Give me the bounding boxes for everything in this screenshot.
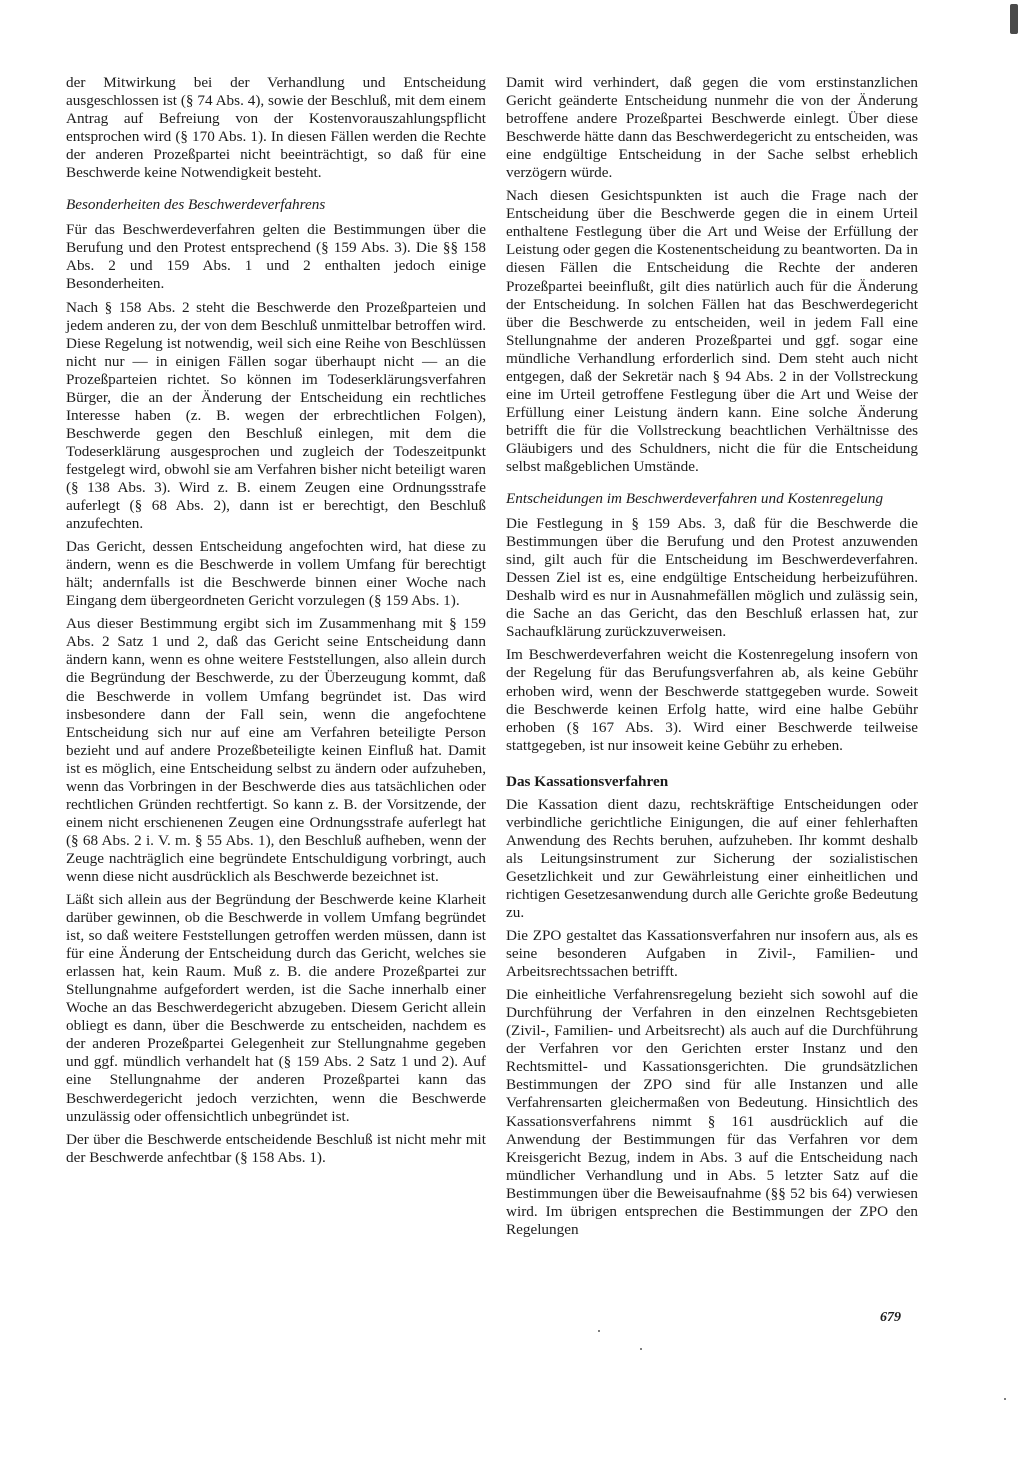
scan-artifact	[1010, 4, 1018, 34]
body-paragraph: der Mitwirkung bei der Verhandlung und Entscheidung ausgeschlossen ist (§ 74 Abs. 4), sowie der Beschluß, mit dem einem Antrag auf Befreiung von der Kostenvorauszahlungspflicht entsprochen wird (§ 170 Abs. 1). In diesen Fällen werden die Rechte der anderen Prozeßpartei nicht beeinträchtigt, so daß für eine Beschwerde keine Notwendigkeit besteht.	[66, 74, 486, 182]
body-paragraph: Nach diesen Gesichtspunkten ist auch die Frage nach der Entscheidung über die Beschwerde gegen die in einem Urteil enthaltene Festlegung über die Art und Weise der Erfüllung der Leistung oder gegen die Kostenentscheidung zu beantworten. Da in diesen Fällen die Entscheidung die Rechte der anderen Prozeßpartei beeinflußt, gilt dies natürlich auch für die Änderung der Entscheidung. In solchen Fällen hat das Beschwerdegericht über die Beschwerde zu entscheiden, weil in jedem Fall eine Stellungnahme der anderen Prozeßpartei und ggf. sogar eine mündliche Verhandlung erforderlich sind. Dem steht auch nicht entgegen, daß der Sekretär nach § 94 Abs. 2 in der Vollstreckung eine im Urteil getroffene Festlegung über die Art und Weise der Erfüllung einer Leistung ändern kann. Eine solche Änderung betrifft die für die Vollstreckung beachtlichen Verhältnisse des Gläubigers und des Schuldners, nicht die für die Entscheidung selbst maßgeblichen Umstände.	[506, 187, 918, 475]
body-paragraph: Damit wird verhindert, daß gegen die vom erstinstanzlichen Gericht geänderte Entscheidung nunmehr die von der Änderung betroffene andere Prozeßpartei Beschwerde einlegt. Über diese Beschwerde hätte dann das Beschwerdegericht zu entscheiden, was eine endgültige Entscheidung in der Sache selbst erheblich verzögern würde.	[506, 74, 918, 182]
body-paragraph: Nach § 158 Abs. 2 steht die Beschwerde den Prozeßparteien und jedem anderen zu, der von dem Beschluß unmittelbar betroffen wird. Diese Regelung ist notwendig, weil sich eine Reihe von Beschlüssen nicht nur — in einigen Fällen sogar überhaupt nicht — an die Prozeßparteien richtet. So können im Todeserklärungsverfahren Bürger, die an der Änderung der Entscheidung ein rechtliches Interesse haben (z. B. wegen der erbrechtlichen Folgen), Beschwerde gegen den Beschluß einlegen, mit dem die Todeserklärung ausgesprochen und zugleich der Todeszeitpunkt festgelegt wird, obwohl sie am Verfahren bisher nicht beteiligt waren (§ 138 Abs. 3). Wird z. B. einem Zeugen eine Ordnungsstrafe auferlegt (§ 68 Abs. 2), dann ist er berechtigt, den Beschluß anzufechten.	[66, 298, 486, 533]
body-paragraph: Die ZPO gestaltet das Kassationsverfahren nur insofern aus, als es seine besonderen Aufgaben in Zivil-, Familien- und Arbeitsrechtssachen betrifft.	[506, 927, 918, 981]
body-paragraph: Läßt sich allein aus der Begründung der Beschwerde keine Klarheit darüber gewinnen, ob die Beschwerde in vollem Umfang begründet ist, so daß weitere Feststellungen getroffen werden müssen, dann ist für eine Änderung der Entscheidung durch das Gericht, welches sie erlassen hat, kein Raum. Muß z. B. die andere Prozeßpartei zur Stellungnahme aufgefordert werden, ist die Sache innerhalb einer Woche an das Beschwerdegericht abzugeben. Diesem Gericht allein obliegt es dann, über die Beschwerde zu entscheiden, nachdem es der anderen Prozeßpartei Gelegenheit zur Stellungnahme gegeben und ggf. mündlich verhandelt hat (§ 159 Abs. 2 Satz 1 und 2). Auf eine Stellungnahme der anderen Prozeßpartei kann das Beschwerdegericht jedoch verzichten, wenn die Beschwerde unzulässig oder offensichtlich unbegründet ist.	[66, 891, 486, 1125]
body-paragraph: Der über die Beschwerde entscheidende Beschluß ist nicht mehr mit der Beschwerde anfechtbar (§ 158 Abs. 1).	[66, 1130, 486, 1166]
right-text-column	[506, 74, 918, 1239]
body-paragraph: Die einheitliche Verfahrensregelung bezieht sich sowohl auf die Durchführung der Verfahren in den einzelnen Rechtsgebieten (Zivil-, Familien- und Arbeitsrecht) als auch auf die Durchführung der Verfahren vor den Gerichten erster Instanz und den Rechtsmittel- und Kassationsgerichten. Die grundsätzlichen Bestimmungen der ZPO sind für alle Instanzen und alle Verfahrensarten gleichermaßen von Bedeutung. Hinsichtlich des Kassationsverfahrens nimmt § 161 ausdrücklich auf die Anwendung der Bestimmungen für das Verfahren vor dem Kreisgericht Bezug, indem in Abs. 3 auf die Entscheidung nach mündlicher Verhandlung und in Abs. 5 letzter Satz auf die Bestimmungen über die Beweisaufnahme (§§ 52 bis 64) verwiesen wird. Im übrigen entsprechen die Bestimmungen der ZPO den Regelungen	[506, 986, 918, 1238]
body-paragraph: Die Festlegung in § 159 Abs. 3, daß für die Beschwerde die Bestimmungen über die Berufung und den Protest anzuwenden sind, gilt auch für die Entscheidung im Beschwerdeverfahren. Dessen Ziel ist es, eine endgültige Entscheidung herbeizuführen. Deshalb wird es nur in Ausnahmefällen möglich und zulässig sein, die Sache an das Gericht, das den Beschluß erlassen hat, zur Sachaufklärung zurückzuverweisen.	[506, 515, 918, 641]
scan-speck	[640, 1348, 642, 1350]
scan-speck	[598, 1330, 600, 1332]
section-heading: Das Kassationsverfahren	[506, 772, 669, 790]
left-text-column	[66, 74, 486, 1167]
scan-speck	[1004, 1398, 1006, 1400]
body-paragraph: Die Kassation dient dazu, rechtskräftige Entscheidungen oder verbindliche gerichtliche Einigungen, die auf einer fehlerhaften Anwendung des Rechts beruhen, aufzuheben. Ihr kommt deshalb als Leitungsinstrument zur Sicherung der sozialistischen Gesetzlichkeit und zur Gewährleistung einer einheitlichen und richtigen Gesetzesanwendung durch alle Gerichte große Bedeutung zu.	[506, 795, 918, 922]
body-paragraph: Aus dieser Bestimmung ergibt sich im Zusammenhang mit § 159 Abs. 2 Satz 1 und 2, daß das Gericht seine Entscheidung dann ändern kann, wenn es ohne weitere Feststellungen, also allein durch die Begründung der Beschwerde, zu der Überzeugung kommt, daß die Beschwerde in vollem Umfang begründet ist. Das wird insbesondere dann der Fall sein, wenn die angefochtene Entscheidung sich nur auf eine am Verfahren beteiligte Person bezieht und auf andere Prozeßbeteiligte keinen Einfluß hat. Damit ist es möglich, eine Entscheidung selbst zu ändern oder aufzuheben, wenn das Vorbringen in der Beschwerde dies aus tatsächlichen oder rechtlichen Gründen rechtfertigt. So kann z. B. der Vorsitzende, der einem nicht erschienenen Zeugen eine Ordnungsstrafe auferlegt hat (§ 68 Abs. 2 i. V. m. § 55 Abs. 1), den Beschluß aufheben, wenn der Zeuge nachträglich eine begründete Entschuldigung vorbringt, auch wenn diese nicht ausdrücklich als Beschwerde bezeichnet ist.	[66, 615, 486, 885]
section-heading: Besonderheiten des Beschwerdeverfahrens	[66, 196, 326, 214]
body-paragraph: Für das Beschwerdeverfahren gelten die Bestimmungen über die Berufung und den Protest entsprechend (§ 159 Abs. 3). Die §§ 158 Abs. 2 und 159 Abs. 1 und 2 enthalten jedoch einige Besonderheiten.	[66, 221, 486, 293]
body-paragraph: Das Gericht, dessen Entscheidung angefochten wird, hat diese zu ändern, wenn es die Beschwerde in vollem Umfang für berechtigt hält; andernfalls ist die Beschwerde binnen einer Woche nach Eingang dem übergeordneten Gericht vorzulegen (§ 159 Abs. 1).	[66, 538, 486, 610]
page-number: 679	[880, 1310, 901, 1325]
section-heading: Entscheidungen im Beschwerdeverfahren und Kostenregelung	[506, 490, 884, 508]
body-paragraph: Im Beschwerdeverfahren weicht die Kostenregelung insofern von der Regelung für das Berufungsverfahren ab, als keine Gebühr erhoben wird, wenn der Beschwerde stattgegeben wurde. Soweit die Beschwerde keinen Erfolg hatte, wird eine halbe Gebühr erhoben (§ 167 Abs. 3). Wird einer Beschwerde teilweise stattgegeben, ist nur insoweit keine Gebühr zu erheben.	[506, 646, 918, 754]
